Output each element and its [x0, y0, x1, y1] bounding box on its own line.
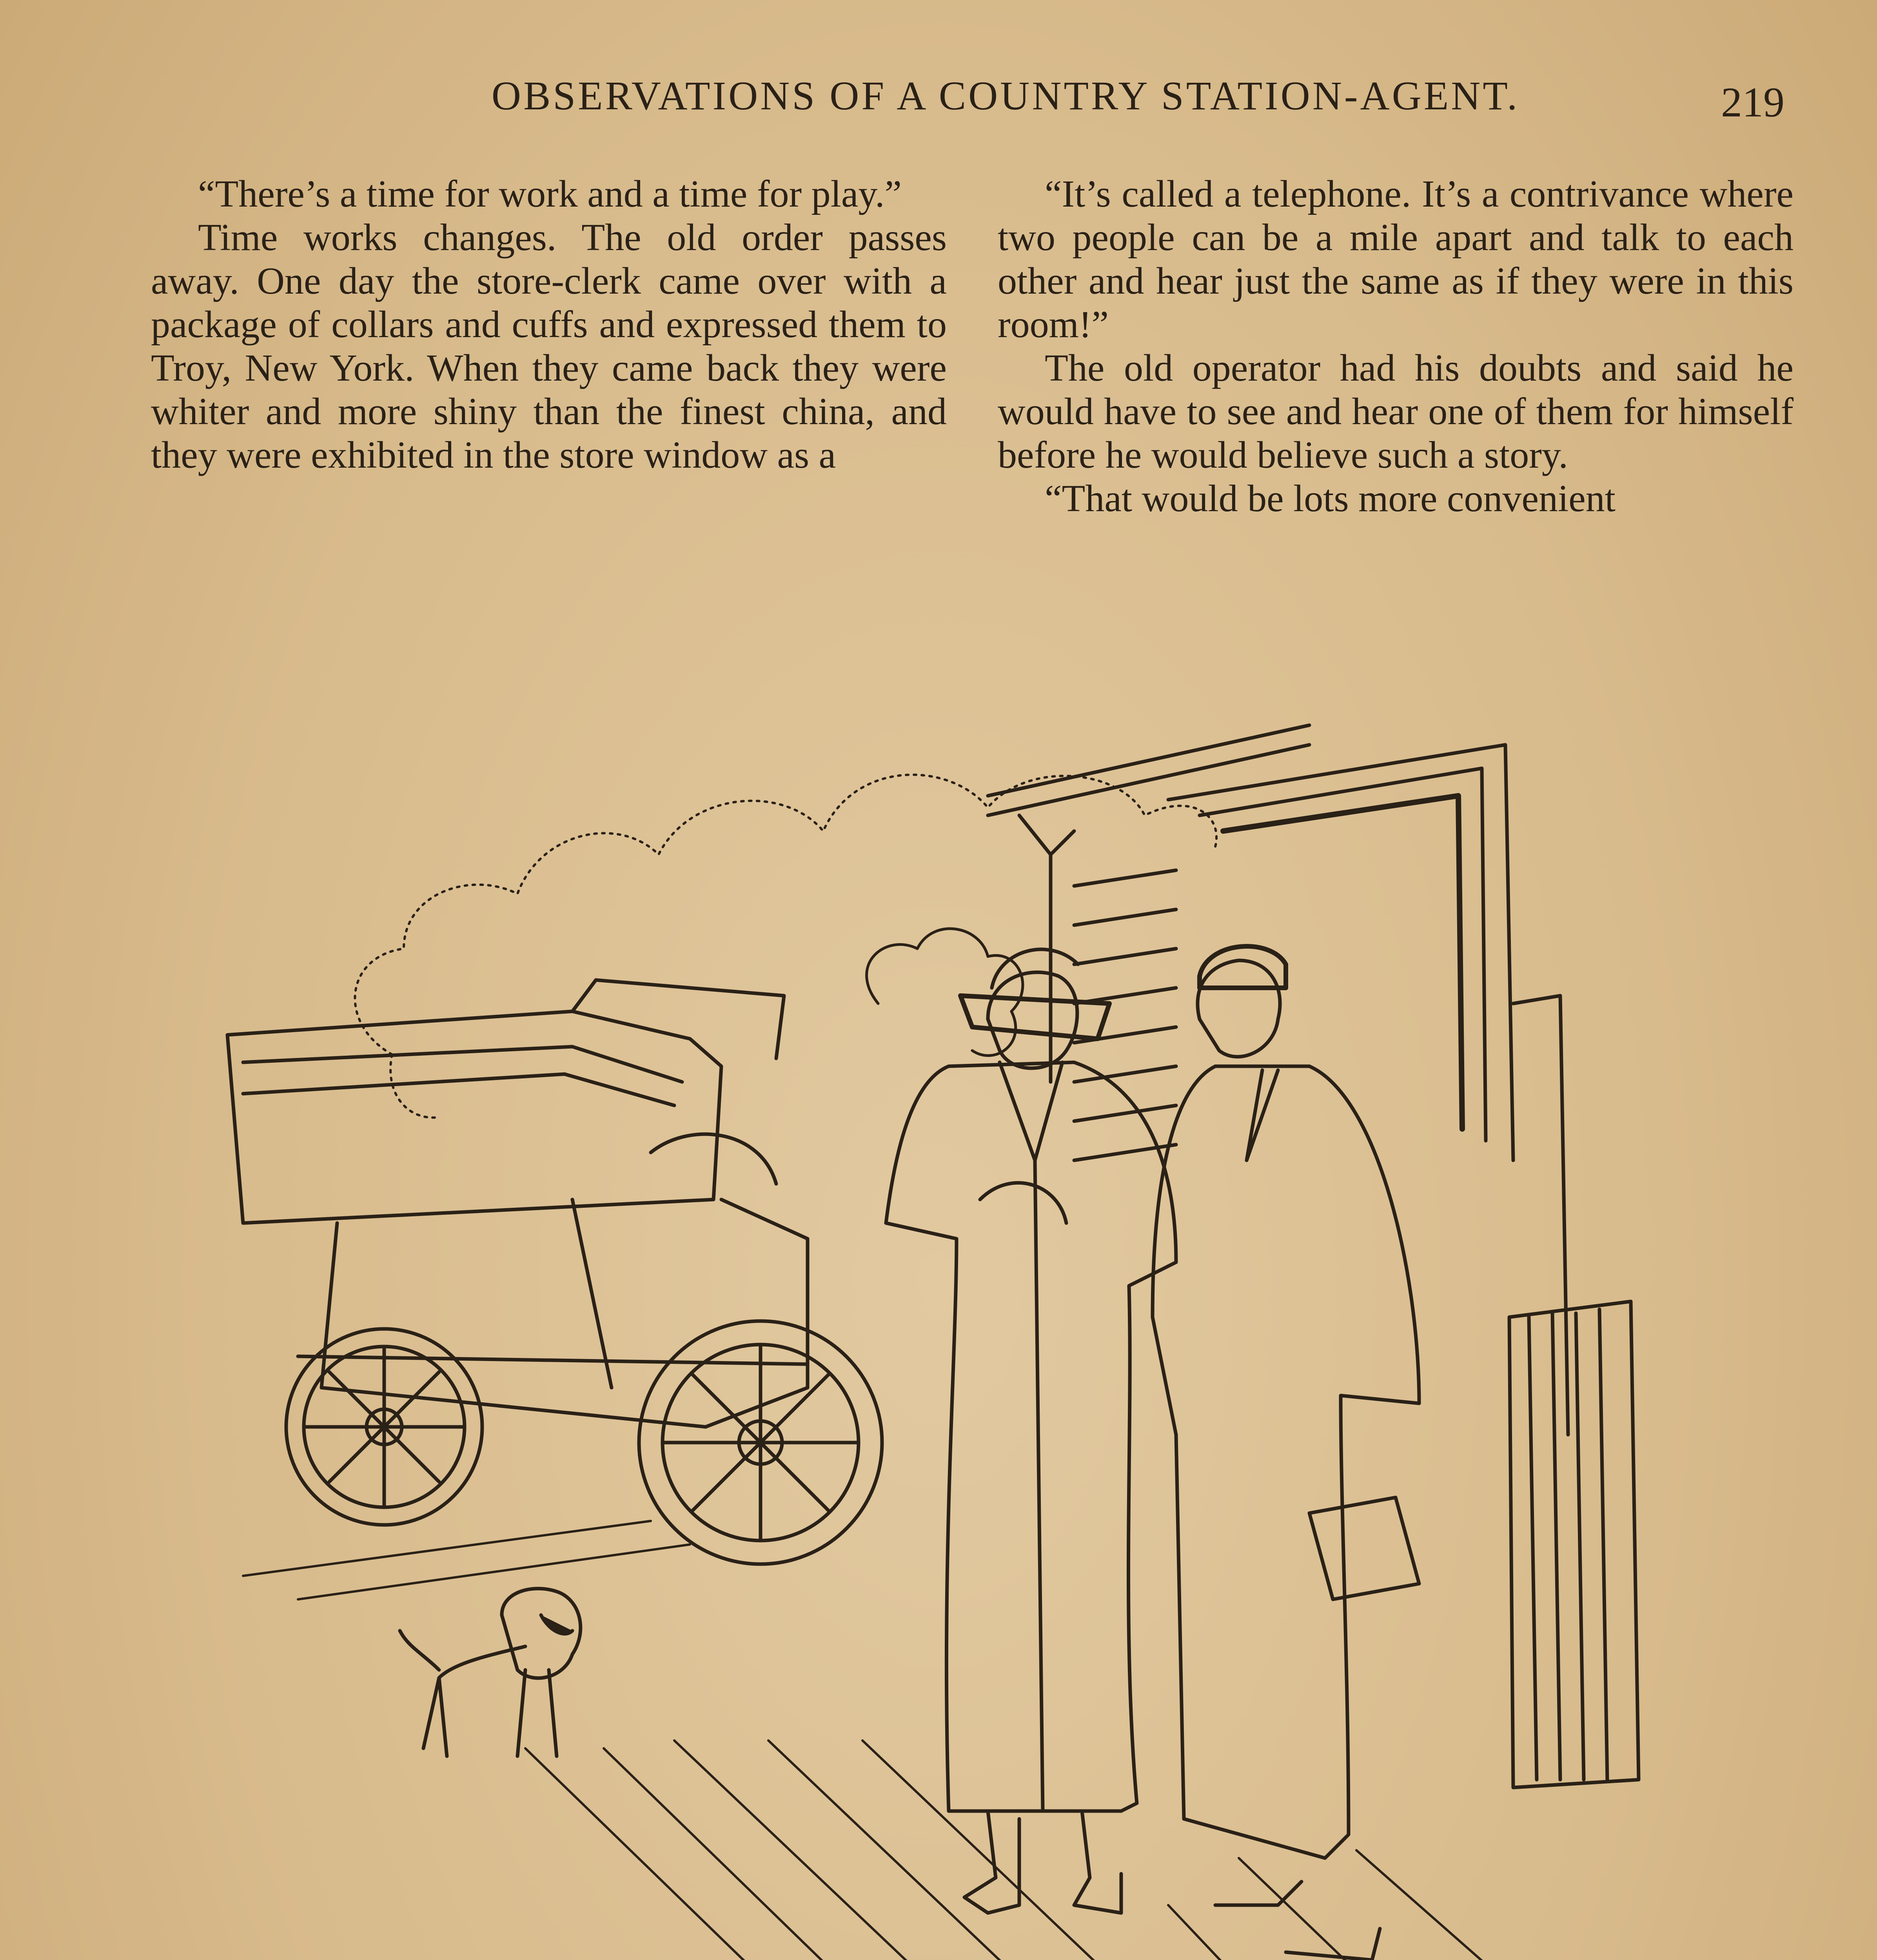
dog-figure [400, 1589, 581, 1757]
paragraph: “That would be lots more convenient [1045, 477, 1616, 520]
column-top-left [151, 172, 947, 477]
page-number: 219 [1721, 79, 1784, 126]
touring-car [227, 980, 882, 1599]
station-building [988, 725, 1639, 1788]
running-title: OBSERVATIONS OF A COUNTRY STATION-AGENT. [491, 73, 1520, 118]
paragraph: Time works changes. The old order passes away. One day the store-clerk came over with a package of collars and cuffs and expressed them to Troy, New York. When they came back they were whiter and more shiny than the finest china, and they were exhibited in the store window as a [151, 216, 947, 476]
bush [867, 929, 1023, 1056]
station-agent-figure [1153, 946, 1419, 1960]
paragraph: “There’s a time for work and a time for play.” [198, 173, 902, 215]
paragraph: “It’s called a telephone. It’s a contrivance where two people can be a mile apart and talk to each other and hear just the same as if they were in this room!” [998, 173, 1793, 346]
pen-and-ink-illustration [220, 612, 1709, 1960]
platform-boards [525, 1740, 1552, 1960]
paragraph: The old operator had his doubts and said he would have to see and hear one of them for himself before he would believe such a story. [998, 347, 1793, 476]
farmer-figure [886, 949, 1176, 1913]
column-top-right [998, 172, 1793, 521]
